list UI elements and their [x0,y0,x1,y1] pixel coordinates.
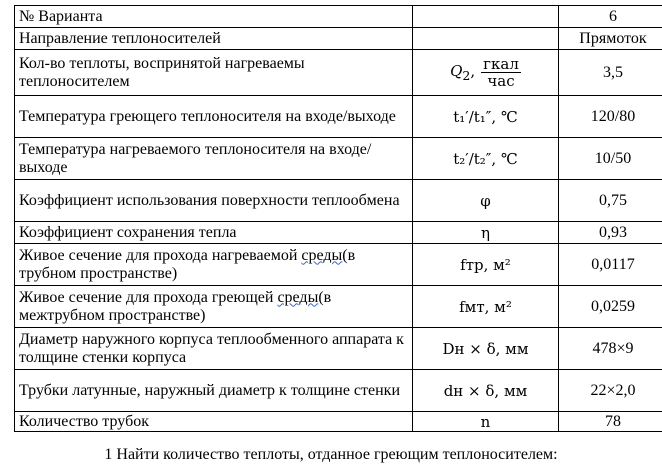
table-row [15,370,662,412]
param-label: Диаметр наружного корпуса теплообменного аппарата к толщине стенки корпуса [15,328,413,370]
param-symbol: Dн × δ, мм [413,328,559,370]
param-label: Коэффициент сохранения тепла [15,222,413,244]
param-symbol: n [413,412,559,432]
param-value: 478×9 [559,328,662,370]
param-symbol: φ [413,180,559,222]
param-symbol: fтр, м² [413,244,559,286]
param-symbol: η [413,222,559,244]
task-caption: 1 Найти количество теплоты, отданное греющим теплоносителем: [104,446,558,463]
param-value: 0,75 [559,180,662,222]
spellcheck-word: среды [277,288,319,306]
label-text: (в межтрубном пространстве) [19,288,332,324]
param-symbol [413,6,559,28]
label-text: (в трубном пространстве) [19,246,356,282]
table-row [15,50,662,96]
label-text: Живое сечение для прохода греющей [19,288,278,306]
unit-denominator: час [487,72,515,90]
unit-fraction [481,56,521,89]
table-row [15,244,662,286]
param-value: 0,0259 [559,286,662,328]
param-label: Температура греющего теплоносителя на входе/выходе [15,96,413,138]
spellcheck-word: среды [301,246,343,264]
symbol-main: Q [450,62,463,81]
param-label: Температура нагреваемого теплоносителя на входе/выходе [15,138,413,180]
param-label: Направление теплоносителей [15,28,413,50]
table-row [15,96,662,138]
param-symbol: t₁′/t₁″, ℃ [413,96,559,138]
param-label: Кол-во теплоты, воспринятой нагреваемы теплоносителем [15,50,413,96]
param-label: Трубки латунные, наружный диаметр к толщине стенки [15,370,413,412]
param-symbol: dн × δ, мм [413,370,559,412]
param-value: 3,5 [559,50,662,96]
table-row [15,222,662,244]
param-label: № Варианта [15,6,413,28]
param-value: Прямоток [559,28,662,50]
param-symbol: $Q_2$, $\frac{\text{гкал}}{\text{час}}$ [413,50,559,96]
table-row [15,6,662,28]
table-row [15,28,662,50]
param-value: 0,93 [559,222,662,244]
label-text: Живое сечение для прохода нагреваемой [19,246,302,264]
param-symbol [413,28,559,50]
param-label [15,286,413,328]
param-value: 0,0117 [559,244,662,286]
parameters-table [14,5,662,432]
unit-numerator: гкал [483,55,519,73]
table-row [15,180,662,222]
param-symbol: fмт, м² [413,286,559,328]
param-symbol: t₂′/t₂″, ℃ [413,138,559,180]
param-value: 6 [559,6,662,28]
table-row [15,412,662,432]
param-value: 22×2,0 [559,370,662,412]
param-value: 120/80 [559,96,662,138]
table-row [15,138,662,180]
table-row [15,286,662,328]
param-label [15,244,413,286]
table-row [15,328,662,370]
param-value: 10/50 [559,138,662,180]
param-value: 78 [559,412,662,432]
param-label: Количество трубок [15,412,413,432]
param-label: Коэффициент использования поверхности теплообмена [15,180,413,222]
symbol-sub: 2 [462,68,471,84]
